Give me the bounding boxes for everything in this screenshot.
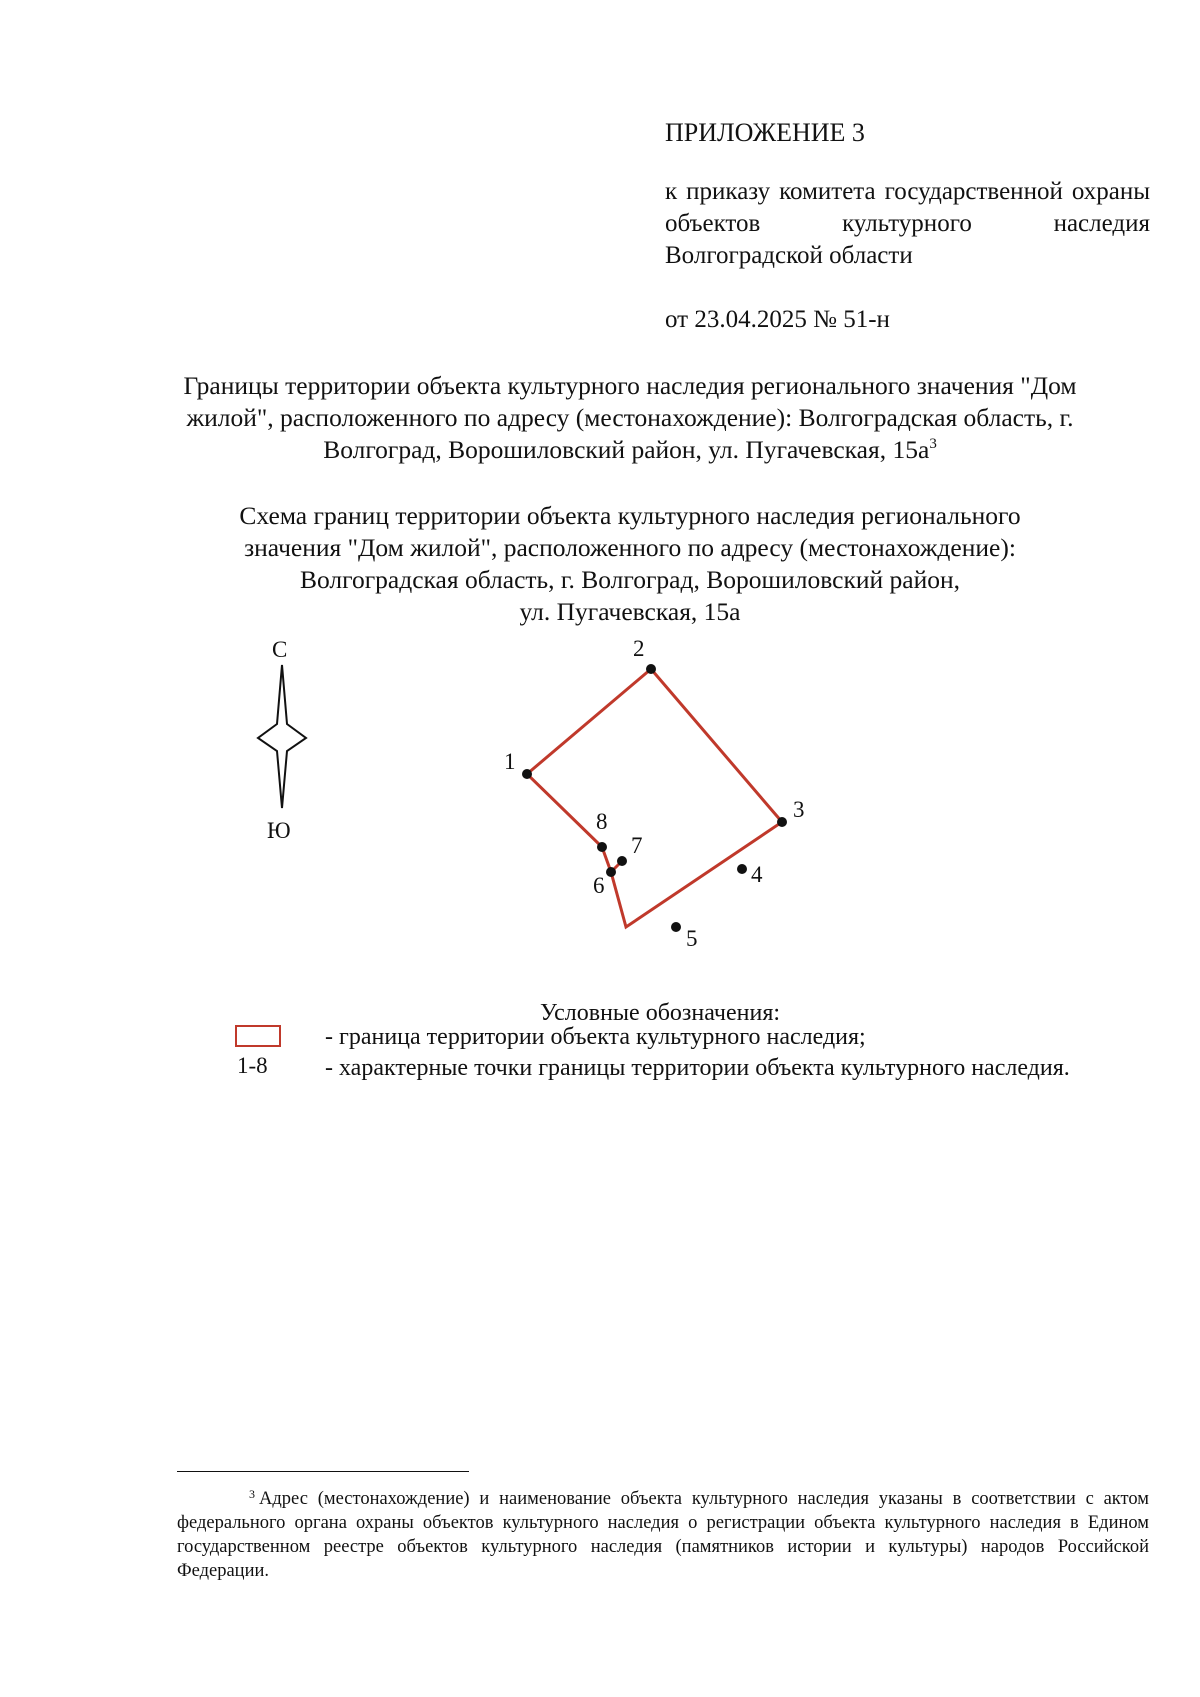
boundary-point-5 (671, 922, 681, 932)
order-date: от 23.04.2025 № 51-н (665, 306, 890, 333)
point-label-2: 2 (633, 636, 645, 661)
point-label-4: 4 (751, 862, 763, 887)
boundary-point-6 (606, 867, 616, 877)
point-label-7: 7 (631, 833, 643, 858)
legend-boundary-text: - граница территории объекта культурного наследия; (325, 1024, 866, 1050)
heading-text: Границы территории объекта культурного наследия регионального значения "Дом жилой", расположенного по адресу (местонахождение): Волгоградская область, г. Волгоград, Ворошиловский район, ул. Пугачевская, 15а (183, 371, 1077, 464)
scheme-title-line: значения "Дом жилой", расположенного по адресу (местонахождение): (244, 533, 1016, 562)
point-label-1: 1 (504, 749, 516, 774)
scheme-title-line: ул. Пугачевская, 15а (519, 597, 741, 626)
footnote-text: Адрес (местонахождение) и наименование объекта культурного наследия указаны в соответствии с актом федерального органа охраны объектов культурного наследия о регистрации объекта культурного наследия в Едином государственном реестре объектов культурного наследия (памятников истории и культуры) народов Российской Федерации. (177, 1489, 1149, 1581)
territory-boundary (527, 669, 782, 927)
footnote-number: 3 (249, 1487, 255, 1501)
boundary-point-8 (597, 842, 607, 852)
legend-points-range: 1-8 (237, 1053, 268, 1078)
point-label-5: 5 (686, 926, 698, 951)
appendix-title: ПРИЛОЖЕНИЕ 3 (665, 118, 865, 147)
legend-boundary-swatch (235, 1025, 281, 1047)
legend-points-text: - характерные точки границы территории объекта культурного наследия. (325, 1055, 1070, 1081)
boundary-point-4 (737, 864, 747, 874)
footnote (177, 1487, 1149, 1583)
footnote-separator (177, 1471, 469, 1472)
legend-title: Условные обозначения: (540, 1000, 781, 1026)
compass-south-label: Ю (267, 818, 291, 843)
boundary-point-3 (777, 817, 787, 827)
boundary-point-1 (522, 769, 532, 779)
compass-rose-icon (258, 637, 306, 843)
boundary-point-7 (617, 856, 627, 866)
boundary-points (522, 664, 787, 932)
compass-north-label: С (272, 637, 288, 662)
appendix-addressee: к приказу комитета государственной охраны объектов культурного наследия Волгоградской области (665, 178, 1150, 269)
point-label-6: 6 (593, 873, 605, 898)
point-label-8: 8 (596, 809, 608, 834)
point-label-3: 3 (793, 797, 805, 822)
boundary-point-2 (646, 664, 656, 674)
footnote-reference: 3 (929, 436, 937, 452)
scheme-title-line: Волгоградская область, г. Волгоград, Ворошиловский район, (299, 565, 960, 594)
scheme-title-line: Схема границ территории объекта культурного наследия регионального (239, 501, 1021, 530)
